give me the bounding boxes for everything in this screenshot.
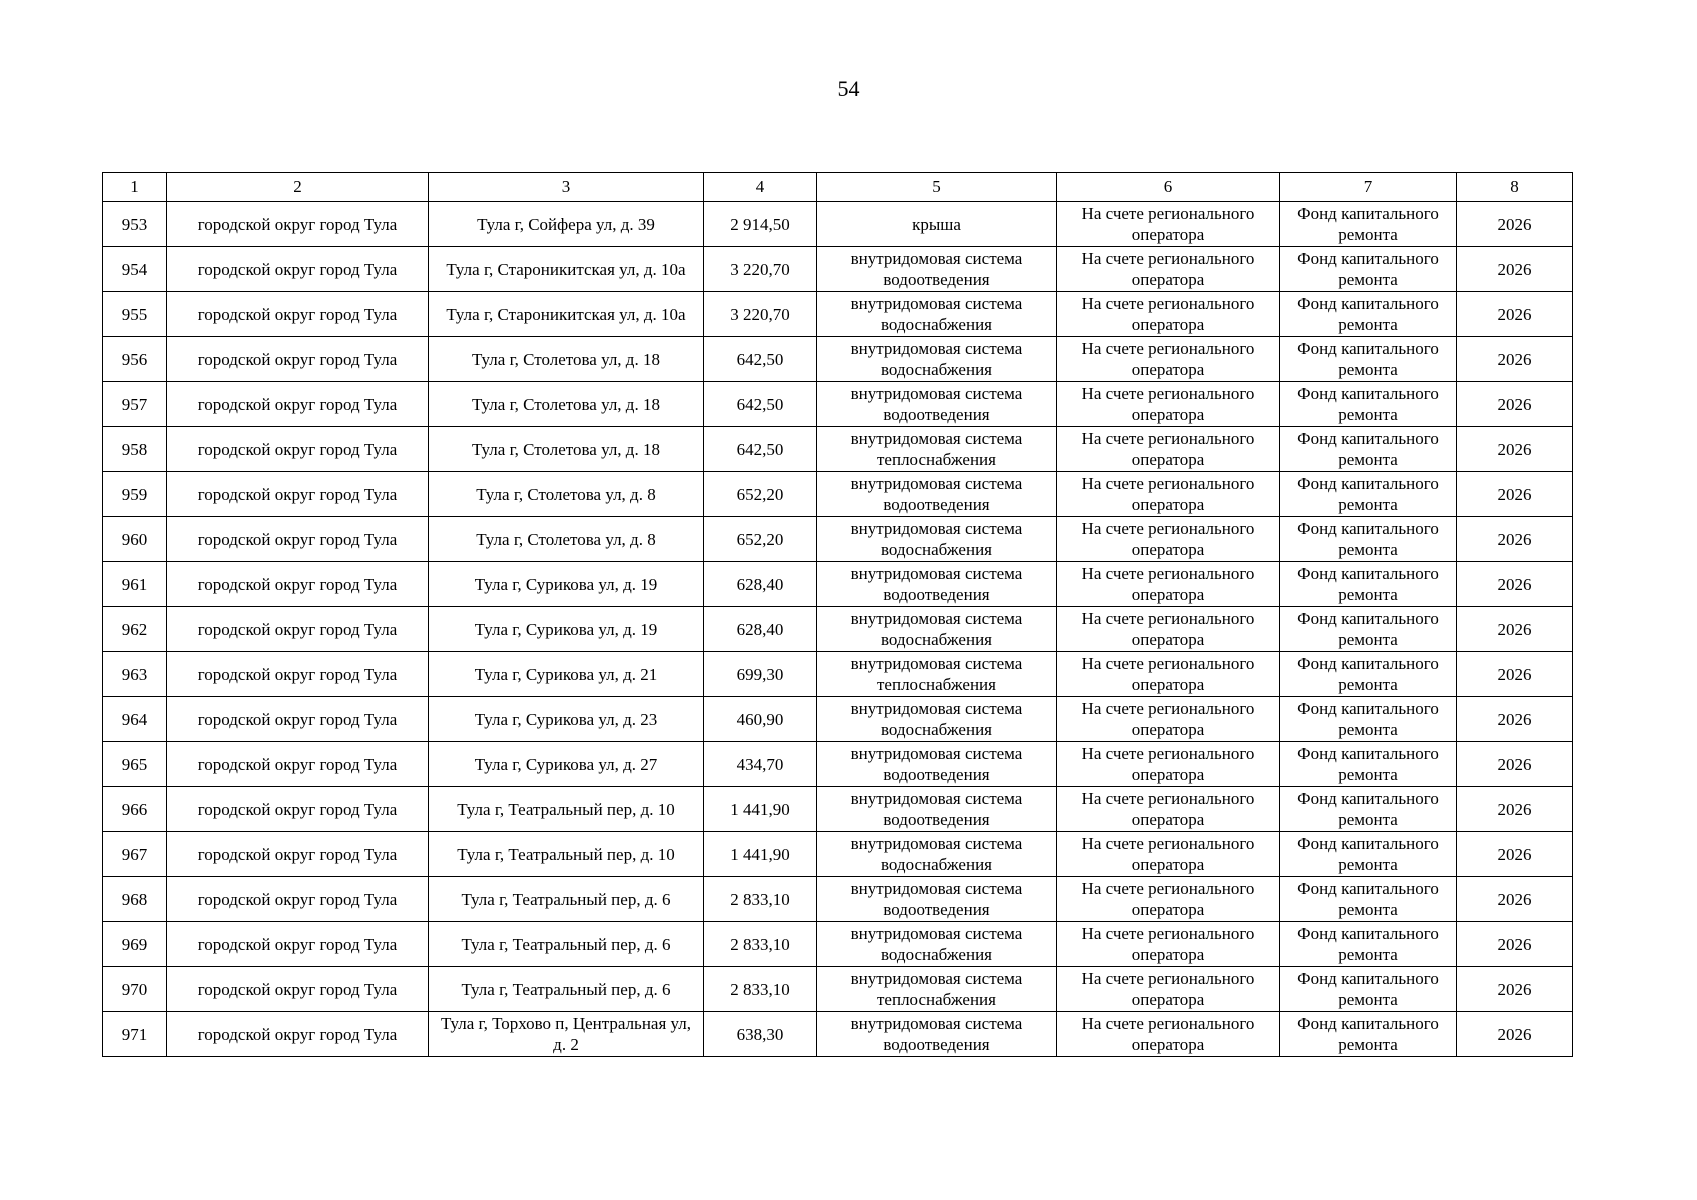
structural-element-cell: внутридомовая система водоотведения [817,742,1057,787]
municipality-cell: городской округ город Тула [167,832,429,877]
municipality-cell: городской округ город Тула [167,787,429,832]
row-number-cell: 967 [103,832,167,877]
area-cell: 1 441,90 [704,832,817,877]
municipality-cell: городской округ город Тула [167,202,429,247]
row-number-cell: 963 [103,652,167,697]
funding-source-cell: Фонд капитального ремонта [1280,337,1457,382]
planned-year-cell: 2026 [1457,247,1573,292]
area-cell: 3 220,70 [704,247,817,292]
table-row [103,832,1573,877]
header-row [103,173,1573,202]
municipality-cell: городской округ город Тула [167,742,429,787]
planned-year-cell: 2026 [1457,877,1573,922]
funding-source-cell: Фонд капитального ремонта [1280,832,1457,877]
column-header: 7 [1280,173,1457,202]
fund-formation-method-cell: На счете регионального оператора [1057,382,1280,427]
planned-year-cell: 2026 [1457,742,1573,787]
page-number: 54 [837,76,860,101]
table-body [103,202,1573,1057]
fund-formation-method-cell: На счете регионального оператора [1057,247,1280,292]
address-cell: Тула г, Староникитская ул, д. 10а [429,247,704,292]
structural-element-cell: внутридомовая система теплоснабжения [817,967,1057,1012]
table-row [103,607,1573,652]
row-number-cell: 971 [103,1012,167,1057]
fund-formation-method-cell: На счете регионального оператора [1057,562,1280,607]
funding-source-cell: Фонд капитального ремонта [1280,652,1457,697]
planned-year-cell: 2026 [1457,607,1573,652]
area-cell: 2 833,10 [704,877,817,922]
row-number-cell: 964 [103,697,167,742]
table-row [103,517,1573,562]
capital-repair-table [102,172,1573,1057]
area-cell: 652,20 [704,472,817,517]
address-cell: Тула г, Театральный пер, д. 6 [429,967,704,1012]
planned-year-cell: 2026 [1457,337,1573,382]
address-cell: Тула г, Сурикова ул, д. 27 [429,742,704,787]
planned-year-cell: 2026 [1457,472,1573,517]
area-cell: 2 833,10 [704,922,817,967]
funding-source-cell: Фонд капитального ремонта [1280,562,1457,607]
funding-source-cell: Фонд капитального ремонта [1280,382,1457,427]
address-cell: Тула г, Театральный пер, д. 10 [429,832,704,877]
funding-source-cell: Фонд капитального ремонта [1280,292,1457,337]
funding-source-cell: Фонд капитального ремонта [1280,922,1457,967]
funding-source-cell: Фонд капитального ремонта [1280,742,1457,787]
funding-source-cell: Фонд капитального ремонта [1280,877,1457,922]
municipality-cell: городской округ город Тула [167,427,429,472]
address-cell: Тула г, Театральный пер, д. 6 [429,922,704,967]
structural-element-cell: внутридомовая система водоснабжения [817,607,1057,652]
address-cell: Тула г, Староникитская ул, д. 10а [429,292,704,337]
address-cell: Тула г, Театральный пер, д. 10 [429,787,704,832]
planned-year-cell: 2026 [1457,922,1573,967]
area-cell: 3 220,70 [704,292,817,337]
address-cell: Тула г, Сурикова ул, д. 19 [429,562,704,607]
column-header: 6 [1057,173,1280,202]
municipality-cell: городской округ город Тула [167,337,429,382]
fund-formation-method-cell: На счете регионального оператора [1057,292,1280,337]
area-cell: 628,40 [704,562,817,607]
structural-element-cell: внутридомовая система водоотведения [817,472,1057,517]
municipality-cell: городской округ город Тула [167,382,429,427]
table-row [103,292,1573,337]
municipality-cell: городской округ город Тула [167,877,429,922]
row-number-cell: 969 [103,922,167,967]
table-row [103,337,1573,382]
table-row [103,877,1573,922]
fund-formation-method-cell: На счете регионального оператора [1057,832,1280,877]
structural-element-cell: внутридомовая система водоотведения [817,247,1057,292]
row-number-cell: 962 [103,607,167,652]
planned-year-cell: 2026 [1457,292,1573,337]
table-row [103,202,1573,247]
municipality-cell: городской округ город Тула [167,607,429,652]
row-number-cell: 970 [103,967,167,1012]
structural-element-cell: внутридомовая система водоснабжения [817,292,1057,337]
table-row [103,967,1573,1012]
funding-source-cell: Фонд капитального ремонта [1280,472,1457,517]
row-number-cell: 953 [103,202,167,247]
fund-formation-method-cell: На счете регионального оператора [1057,337,1280,382]
structural-element-cell: внутридомовая система водоснабжения [817,922,1057,967]
planned-year-cell: 2026 [1457,382,1573,427]
area-cell: 1 441,90 [704,787,817,832]
row-number-cell: 956 [103,337,167,382]
area-cell: 642,50 [704,382,817,427]
table-row [103,787,1573,832]
fund-formation-method-cell: На счете регионального оператора [1057,697,1280,742]
structural-element-cell: внутридомовая система водоотведения [817,877,1057,922]
municipality-cell: городской округ город Тула [167,697,429,742]
address-cell: Тула г, Столетова ул, д. 18 [429,382,704,427]
planned-year-cell: 2026 [1457,832,1573,877]
fund-formation-method-cell: На счете регионального оператора [1057,877,1280,922]
fund-formation-method-cell: На счете регионального оператора [1057,922,1280,967]
area-cell: 2 833,10 [704,967,817,1012]
table-row [103,1012,1573,1057]
planned-year-cell: 2026 [1457,787,1573,832]
address-cell: Тула г, Театральный пер, д. 6 [429,877,704,922]
table-row [103,742,1573,787]
row-number-cell: 966 [103,787,167,832]
planned-year-cell: 2026 [1457,427,1573,472]
row-number-cell: 955 [103,292,167,337]
area-cell: 628,40 [704,607,817,652]
area-cell: 2 914,50 [704,202,817,247]
planned-year-cell: 2026 [1457,202,1573,247]
planned-year-cell: 2026 [1457,562,1573,607]
row-number-cell: 961 [103,562,167,607]
funding-source-cell: Фонд капитального ремонта [1280,787,1457,832]
funding-source-cell: Фонд капитального ремонта [1280,427,1457,472]
funding-source-cell: Фонд капитального ремонта [1280,1012,1457,1057]
municipality-cell: городской округ город Тула [167,517,429,562]
municipality-cell: городской округ город Тула [167,292,429,337]
fund-formation-method-cell: На счете регионального оператора [1057,967,1280,1012]
table-row [103,562,1573,607]
column-header: 3 [429,173,704,202]
row-number-cell: 954 [103,247,167,292]
address-cell: Тула г, Сойфера ул, д. 39 [429,202,704,247]
structural-element-cell: внутридомовая система водоснабжения [817,517,1057,562]
structural-element-cell: внутридомовая система водоотведения [817,382,1057,427]
structural-element-cell: внутридомовая система водоотведения [817,787,1057,832]
structural-element-cell: внутридомовая система водоотведения [817,1012,1057,1057]
area-cell: 638,30 [704,1012,817,1057]
municipality-cell: городской округ город Тула [167,1012,429,1057]
row-number-cell: 959 [103,472,167,517]
row-number-cell: 965 [103,742,167,787]
planned-year-cell: 2026 [1457,697,1573,742]
table-row [103,652,1573,697]
funding-source-cell: Фонд капитального ремонта [1280,517,1457,562]
column-header: 8 [1457,173,1573,202]
row-number-cell: 958 [103,427,167,472]
fund-formation-method-cell: На счете регионального оператора [1057,517,1280,562]
area-cell: 460,90 [704,697,817,742]
fund-formation-method-cell: На счете регионального оператора [1057,787,1280,832]
area-cell: 642,50 [704,337,817,382]
area-cell: 652,20 [704,517,817,562]
municipality-cell: городской округ город Тула [167,562,429,607]
area-cell: 699,30 [704,652,817,697]
table-row [103,697,1573,742]
table-row [103,247,1573,292]
funding-source-cell: Фонд капитального ремонта [1280,202,1457,247]
structural-element-cell: крыша [817,202,1057,247]
table-row [103,382,1573,427]
row-number-cell: 968 [103,877,167,922]
address-cell: Тула г, Столетова ул, д. 18 [429,427,704,472]
municipality-cell: городской округ город Тула [167,967,429,1012]
funding-source-cell: Фонд капитального ремонта [1280,607,1457,652]
area-cell: 434,70 [704,742,817,787]
address-cell: Тула г, Столетова ул, д. 8 [429,472,704,517]
planned-year-cell: 2026 [1457,1012,1573,1057]
address-cell: Тула г, Столетова ул, д. 8 [429,517,704,562]
planned-year-cell: 2026 [1457,652,1573,697]
fund-formation-method-cell: На счете регионального оператора [1057,1012,1280,1057]
column-header: 5 [817,173,1057,202]
address-cell: Тула г, Сурикова ул, д. 21 [429,652,704,697]
address-cell: Тула г, Торхово п, Центральная ул, д. 2 [429,1012,704,1057]
row-number-cell: 957 [103,382,167,427]
planned-year-cell: 2026 [1457,967,1573,1012]
fund-formation-method-cell: На счете регионального оператора [1057,652,1280,697]
area-cell: 642,50 [704,427,817,472]
address-cell: Тула г, Сурикова ул, д. 19 [429,607,704,652]
address-cell: Тула г, Столетова ул, д. 18 [429,337,704,382]
municipality-cell: городской округ город Тула [167,922,429,967]
address-cell: Тула г, Сурикова ул, д. 23 [429,697,704,742]
structural-element-cell: внутридомовая система водоснабжения [817,832,1057,877]
table-row [103,922,1573,967]
structural-element-cell: внутридомовая система водоснабжения [817,697,1057,742]
funding-source-cell: Фонд капитального ремонта [1280,247,1457,292]
fund-formation-method-cell: На счете регионального оператора [1057,742,1280,787]
planned-year-cell: 2026 [1457,517,1573,562]
table-row [103,472,1573,517]
row-number-cell: 960 [103,517,167,562]
municipality-cell: городской округ город Тула [167,247,429,292]
municipality-cell: городской округ город Тула [167,472,429,517]
table-row [103,427,1573,472]
column-header: 4 [704,173,817,202]
column-header: 2 [167,173,429,202]
fund-formation-method-cell: На счете регионального оператора [1057,202,1280,247]
municipality-cell: городской округ город Тула [167,652,429,697]
structural-element-cell: внутридомовая система водоотведения [817,562,1057,607]
fund-formation-method-cell: На счете регионального оператора [1057,607,1280,652]
column-header: 1 [103,173,167,202]
funding-source-cell: Фонд капитального ремонта [1280,967,1457,1012]
structural-element-cell: внутридомовая система теплоснабжения [817,427,1057,472]
fund-formation-method-cell: На счете регионального оператора [1057,427,1280,472]
fund-formation-method-cell: На счете регионального оператора [1057,472,1280,517]
structural-element-cell: внутридомовая система теплоснабжения [817,652,1057,697]
funding-source-cell: Фонд капитального ремонта [1280,697,1457,742]
structural-element-cell: внутридомовая система водоснабжения [817,337,1057,382]
